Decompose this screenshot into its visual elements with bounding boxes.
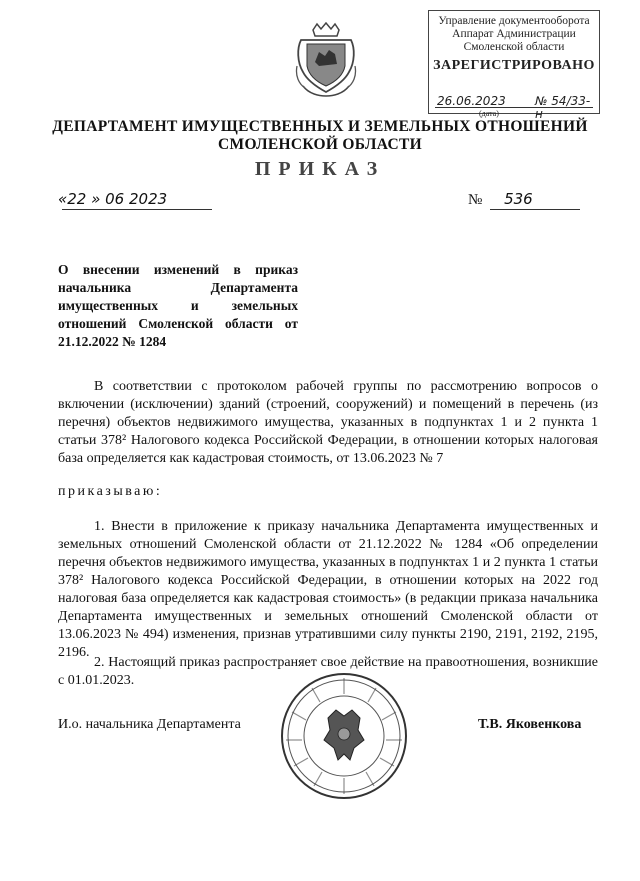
stamp-handwritten-date: 26.06.2023 [437,94,506,108]
order-number-label: № [468,192,483,208]
order-date [58,190,218,208]
order-date-underline [62,209,212,210]
stamp-line-3: Смоленской области [463,41,565,53]
coat-of-arms-emblem [295,22,357,100]
stamp-underline [435,107,593,108]
stamp-status: ЗАРЕГИСТРИРОВАНО [433,58,595,73]
department-name-line-1: ДЕПАРТАМЕНТ ИМУЩЕСТВЕННЫХ И ЗЕМЕЛЬНЫХ ОТНОШЕНИЙ [52,118,588,135]
order-subject: О внесении изменений в приказ начальника Департамента имущественных и земельных отношений Смоленской области от 21.12.2022 № 1284 [58,262,298,349]
document-type-title: ПРИКАЗ [254,158,386,180]
department-name-line-2: СМОЛЕНСКОЙ ОБЛАСТИ [218,136,422,153]
signatory-name: Т.В. Яковенкова [478,717,582,732]
order-item-2: 2. Настоящий приказ распространяет свое действие на правоотношения, возникшие с 01.01.2023. [58,655,598,688]
preamble-paragraph: В соответствии с протоколом рабочей группы по рассмотрению вопросов о включении (исключении) зданий (строений, сооружений) и помещений в перечень (из перечня) объектов недвижимого имущества, указанных в подпунктах 1 и 2 пункта 1 статьи 378² Налогового кодекса Российской Федерации, в отношении которых налоговая база определяется как кадастровая стоимость, от 13.06.2023 № 7 [58,379,598,466]
order-number-value: 536 [504,190,533,208]
stamp-date-caption: (дата) [479,109,499,118]
signatory-position: И.о. начальника Департамента [58,717,241,732]
order-directive-word: приказываю: [58,484,163,499]
order-number-underline [490,209,580,210]
stamp-line-2: Аппарат Администрации [452,28,576,40]
stamp-line-1: Управление документооборота [438,15,590,27]
official-seal-stamp [278,670,410,802]
order-date-value: «22 » 06 2023 [58,190,168,208]
order-item-1: 1. Внести в приложение к приказу начальника Департамента имущественных и земельных отношений Смоленской области от 21.12.2022 № 1284 «Об определении перечня объектов недвижимого имущества, указанных в подпунктах 1 и 2 пункта 1 статьи 378² Налогового кодекса Российской Федерации, в отношении которых на 2022 год налоговая база определяется как кадастровая стоимость» (в редакции приказа начальника Департамента имущественных и земельных отношений Смоленской области от 13.06.2023 № 494) изменения, признав утратившими силу пункты 2190, 2191, 2192, 2195, 2196. [58,519,598,660]
order-number [468,190,608,209]
stamp-handwritten-number: № 54/33-н [535,94,591,121]
registration-stamp [428,10,600,121]
